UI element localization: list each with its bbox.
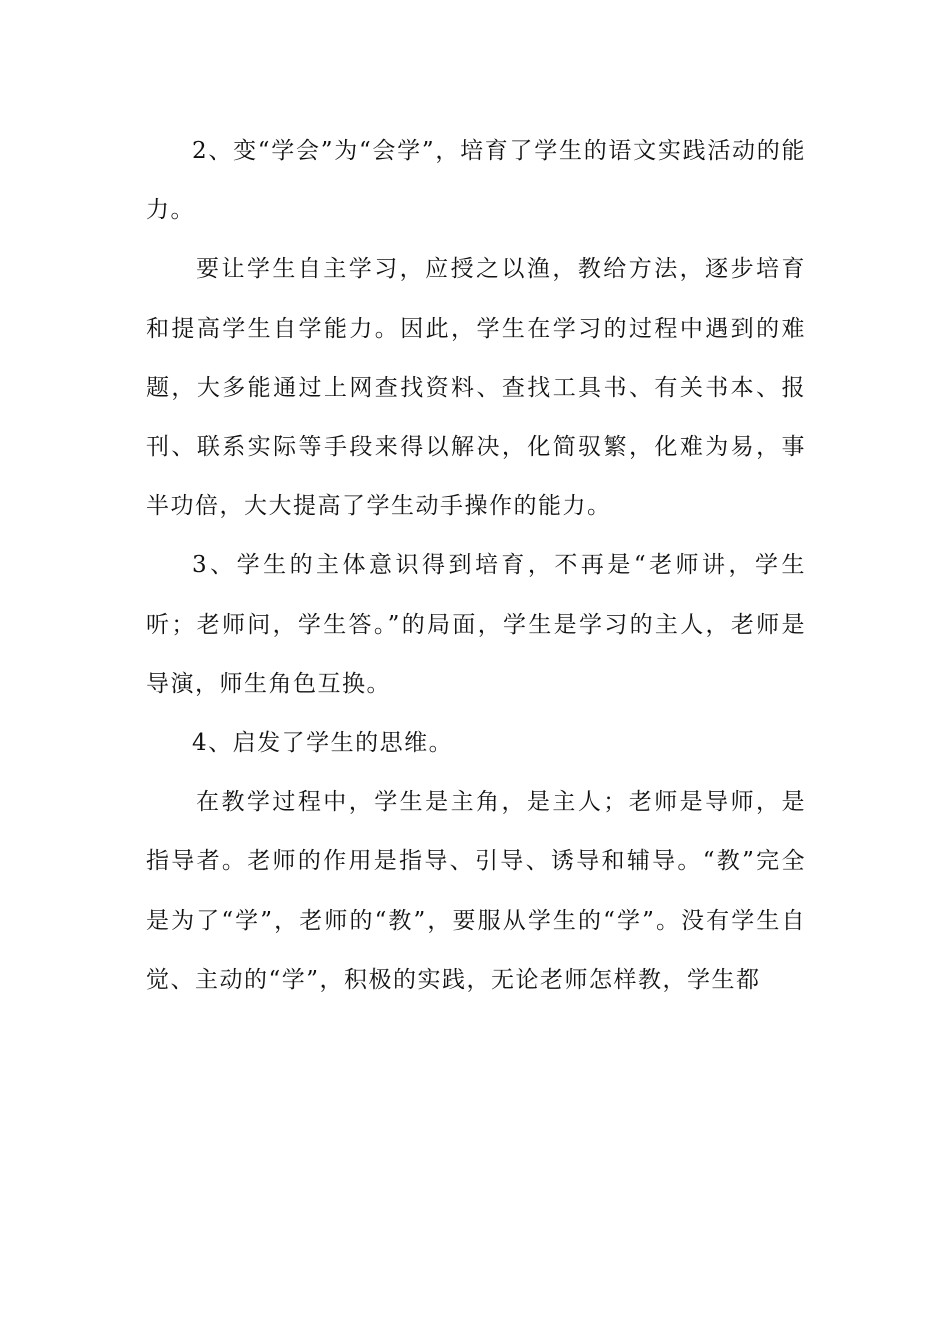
paragraph-point-2: 2、变“学会”为“会学”，培育了学生的语文实践活动的能力。 bbox=[146, 138, 806, 224]
paragraph-point-4: 4、启发了学生的思维。 bbox=[192, 730, 454, 757]
document-body bbox=[146, 122, 806, 1010]
paragraph-teaching-process: 在教学过程中，学生是主角，是主人；老师是导师，是指导者。老师的作用是指导、引导、诱导和辅导。“教”完全是为了“学”，老师的“教”，要服从学生的“学”。没有学生自觉、主动的“学”，积极的实践，无论老师怎样教，学生都 bbox=[146, 789, 806, 993]
paragraph-point-3: 3、学生的主体意识得到培育，不再是“老师讲，学生听；老师问，学生答。”的局面，学生是学习的主人，老师是导演，师生角色互换。 bbox=[146, 552, 806, 697]
paragraph-self-study: 要让学生自主学习，应授之以渔，教给方法，逐步培育和提高学生自学能力。因此，学生在学习的过程中遇到的难题，大多能通过上网查找资料、查找工具书、有关书本、报刊、联系实际等手段来得以解决，化简驭繁，化难为易，事半功倍，大大提高了学生动手操作的能力。 bbox=[146, 256, 806, 520]
